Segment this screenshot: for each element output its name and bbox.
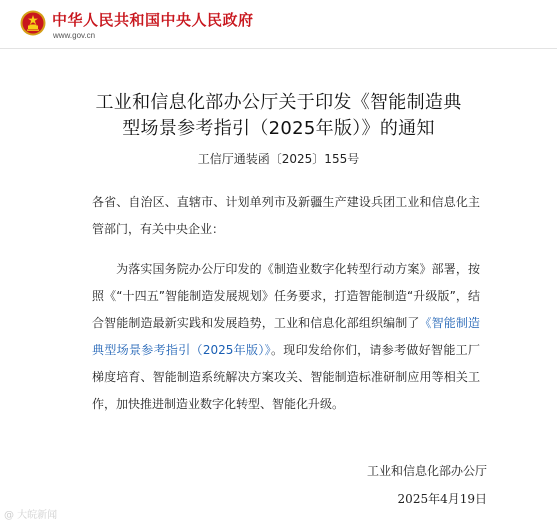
site-name[interactable]: 中华人民共和国中央人民政府: [52, 11, 254, 29]
issuer-signature: 工业和信息化部办公厅: [366, 464, 487, 478]
paragraph-text-after-link: 。现印发给你们，请参考做好智能工厂梯度培育、智能制造系统解决方案攻关、智能制造标准研制应用等相关工作，加快推进制造业数字化转型、智能化升级。: [92, 343, 480, 411]
salutation: 各省、自治区、直辖市、计划单列市及新疆生产建设兵团工业和信息化主管部门，有关中央企业：: [92, 195, 480, 236]
national-emblem-icon[interactable]: [20, 10, 46, 36]
title-line-1: 工业和信息化部办公厅关于印发《智能制造典: [95, 92, 462, 113]
title-line-2: 型场景参考指引（2025年版）》的通知: [122, 118, 435, 139]
header-divider: [0, 48, 557, 49]
document-title: [60, 90, 497, 142]
site-header: [0, 0, 557, 48]
guideline-document-link[interactable]: 《智能制造典型场景参考指引（2025年版）》: [92, 316, 480, 357]
paragraph-text-before-link: 为落实国务院办公厅印发的《制造业数字化转型行动方案》部署，按照《“十四五”智能制造发展规划》任务要求，打造智能制造“升级版”，结合智能制造最新实践和发展趋势，工业和信息化部组织编制了: [92, 262, 480, 330]
document-number: 工信厅通装函〔2025〕155号: [197, 152, 360, 166]
site-url[interactable]: www.gov.cn: [53, 31, 96, 40]
watermark: @ 大皖新闻: [4, 510, 58, 521]
issue-date: 2025年4月19日: [397, 492, 487, 506]
body-paragraph: [92, 256, 480, 418]
